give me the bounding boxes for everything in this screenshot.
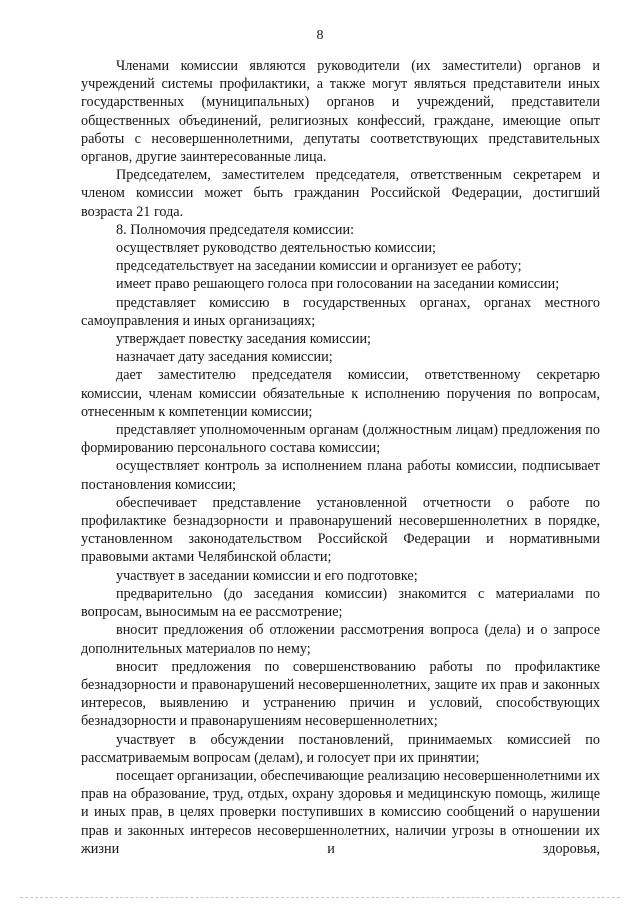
- page-number: 8: [316, 28, 324, 43]
- paragraph-section-8-heading: 8. Полномочия председателя комиссии:: [116, 221, 355, 238]
- list-item: представляет комиссию в государственных органах, органах местного самоуправления и иных организациях;: [81, 294, 600, 329]
- list-item: вносит предложения по совершенствованию работы по профилактике безнадзорности и правонарушений несовершеннолетних, защите их прав и законных интересов, выявлению и устранению причин и условий, способствующих безнадзорности и правонарушениям несовершеннолетних;: [81, 658, 600, 730]
- list-item: участвует в заседании комиссии и его подготовке;: [116, 567, 418, 584]
- list-item: участвует в обсуждении постановлений, принимаемых комиссией по рассматриваемым вопросам (делам), и голосует при их принятии;: [81, 731, 600, 766]
- list-item: дает заместителю председателя комиссии, ответственному секретарю комиссии, членам комиссии обязательные к исполнению поручения по вопросам, отнесенным к компетенции комиссии;: [81, 367, 600, 420]
- paragraph-commission-members: Членами комиссии являются руководители (их заместители) органов и учреждений системы профилактики, а также могут являться представители иных государственных (муниципальных) органов и учреждений, представители общественных объединений, религиозных конфессий, граждане, имеющие опыт работы с несовершеннолетними, депутаты соответствующих представительных органов, другие заинтересованные лица.: [81, 58, 600, 166]
- list-item: осуществляет контроль за исполнением плана работы комиссии, подписывает постановления комиссии;: [81, 458, 600, 493]
- list-item: предварительно (до заседания комиссии) знакомится с материалами по вопросам, выносимым на ее рассмотрение;: [81, 585, 600, 621]
- list-item: посещает организации, обеспечивающие реализацию несовершеннолетними их прав на образование, труд, отдых, охрану здоровья и медицинскую помощь, жилище и иных прав, в целях проверки поступивших в комиссию сообщений о нарушении прав и законных интересов несовершеннолетних, наличии угрозы в отношении их жизни и здоровья,: [81, 767, 600, 857]
- list-item: осуществляет руководство деятельностью комиссии;: [116, 240, 436, 257]
- list-item: назначает дату заседания комиссии;: [116, 349, 333, 366]
- list-item: представляет уполномоченным органам (должностным лицам) предложения по формированию персонального состава комиссии;: [81, 422, 600, 457]
- document-body: [81, 57, 600, 858]
- scan-edge-divider: [20, 897, 620, 898]
- list-item: председательствует на заседании комиссии и организует ее работу;: [116, 258, 522, 275]
- list-item: утверждает повестку заседания комиссии;: [116, 331, 371, 348]
- list-item: вносит предложения об отложении рассмотрения вопроса (дела) и о запросе дополнительных материалов по нему;: [81, 622, 600, 657]
- paragraph-chairman-eligibility: Председателем, заместителем председателя, ответственным секретарем и членом комиссии может быть гражданин Российской Федерации, достигший возраста 21 года.: [81, 167, 600, 220]
- list-item: обеспечивает представление установленной отчетности о работе по профилактике безнадзорности и правонарушений несовершеннолетних в порядке, установленном законодательством Российской Федерации и нормативными правовыми актами Челябинской области;: [81, 494, 600, 566]
- list-item: имеет право решающего голоса при голосовании на заседании комиссии;: [116, 276, 560, 293]
